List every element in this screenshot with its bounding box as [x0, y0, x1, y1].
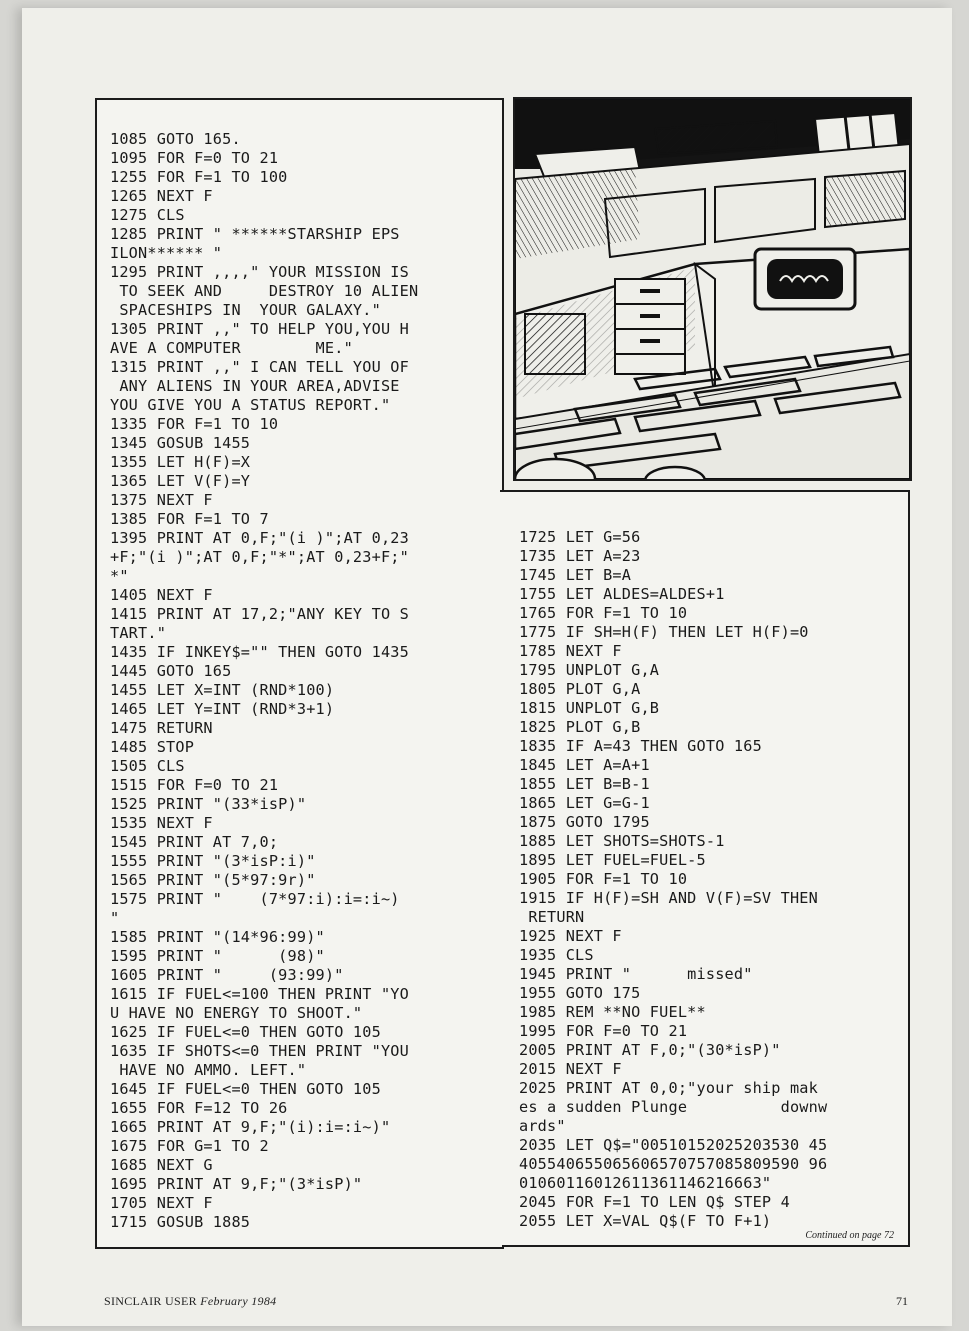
code-line: 1085 GOTO 165.: [110, 130, 241, 148]
code-line: 1655 FOR F=12 TO 26: [110, 1099, 288, 1117]
program-listing-left: [95, 98, 504, 1249]
code-line: 1645 IF FUEL<=0 THEN GOTO 105: [110, 1080, 381, 1098]
box-divider: [500, 490, 910, 492]
continued-note: Continued on page 72: [805, 1230, 894, 1241]
code-line: 1825 PLOT G,B: [519, 718, 641, 736]
code-line: 1915 IF H(F)=SH AND V(F)=SV THEN: [519, 889, 818, 907]
code-line: 1605 PRINT " (93:99)": [110, 966, 344, 984]
code-line: 1695 PRINT AT 9,F;"(3*isP)": [110, 1175, 363, 1193]
code-line: AVE A COMPUTER ME.": [110, 339, 353, 357]
code-line: TO SEEK AND DESTROY 10 ALIEN: [110, 282, 419, 300]
code-line: 1295 PRINT ,,,," YOUR MISSION IS: [110, 263, 409, 281]
code-line: 1525 PRINT "(33*isP)": [110, 795, 307, 813]
code-line: 1675 FOR G=1 TO 2: [110, 1137, 269, 1155]
code-line: 1985 REM **NO FUEL**: [519, 1003, 706, 1021]
code-line: 1285 PRINT " ******STARSHIP EPS: [110, 225, 400, 243]
code-line: ards": [519, 1117, 566, 1135]
code-line: 1455 LET X=INT (RND*100): [110, 681, 335, 699]
code-line: 1795 UNPLOT G,A: [519, 661, 660, 679]
code-line: YOU GIVE YOU A STATUS REPORT.": [110, 396, 391, 414]
code-line: 2025 PRINT AT 0,0;"your ship mak: [519, 1079, 818, 1097]
publication-name: SINCLAIR USER: [104, 1294, 197, 1308]
code-line: HAVE NO AMMO. LEFT.": [110, 1061, 307, 1079]
code-line: ": [110, 909, 120, 927]
code-line: 1395 PRINT AT 0,F;"(i )";AT 0,23: [110, 529, 409, 547]
code-line: 1375 NEXT F: [110, 491, 213, 509]
code-line: 1635 IF SHOTS<=0 THEN PRINT "YOU: [110, 1042, 409, 1060]
code-line: 1705 NEXT F: [110, 1194, 213, 1212]
code-line: 1345 GOSUB 1455: [110, 434, 251, 452]
code-line: 1275 CLS: [110, 206, 185, 224]
code-line: ANY ALIENS IN YOUR AREA,ADVISE: [110, 377, 400, 395]
code-line: 1305 PRINT ,," TO HELP YOU,YOU H: [110, 320, 409, 338]
code-line: 2045 FOR F=1 TO LEN Q$ STEP 4: [519, 1193, 790, 1211]
code-line: U HAVE NO ENERGY TO SHOOT.": [110, 1004, 363, 1022]
code-line: 1875 GOTO 1795: [519, 813, 650, 831]
code-line: 1955 GOTO 175: [519, 984, 641, 1002]
page-number: 71: [896, 1294, 908, 1308]
code-line: 2055 LET X=VAL Q$(F TO F+1): [519, 1212, 772, 1230]
code-line: RETURN: [519, 908, 585, 926]
code-line: 1785 NEXT F: [519, 642, 622, 660]
code-line: 1865 LET G=G-1: [519, 794, 650, 812]
program-listing-right: [502, 490, 910, 1247]
code-line: 1685 NEXT G: [110, 1156, 213, 1174]
code-line: 1565 PRINT "(5*97:9r)": [110, 871, 316, 889]
code-line: 01060116012611361146216663": [519, 1174, 772, 1192]
code-line: 1405 NEXT F: [110, 586, 213, 604]
code-line: TART.": [110, 624, 167, 642]
code-line: 1665 PRINT AT 9,F;"(i):i=:i~)": [110, 1118, 391, 1136]
code-line: 1555 PRINT "(3*isP:i)": [110, 852, 316, 870]
code-line: 1855 LET B=B-1: [519, 775, 650, 793]
code-line: 1545 PRINT AT 7,0;: [110, 833, 279, 851]
code-line: 1745 LET B=A: [519, 566, 632, 584]
code-line: 1095 FOR F=0 TO 21: [110, 149, 279, 167]
code-line: 1885 LET SHOTS=SHOTS-1: [519, 832, 725, 850]
code-line: 1475 RETURN: [110, 719, 213, 737]
spaceship-illustration: [513, 97, 912, 481]
code-line: 1465 LET Y=INT (RND*3+1): [110, 700, 335, 718]
code-line: 1905 FOR F=1 TO 10: [519, 870, 688, 888]
code-line: +F;"(i )";AT 0,F;"*";AT 0,23+F;": [110, 548, 409, 566]
code-line: 2035 LET Q$="00510152025203530 45: [519, 1136, 828, 1154]
code-line: 1765 FOR F=1 TO 10: [519, 604, 688, 622]
code-line: 1925 NEXT F: [519, 927, 622, 945]
code-line: 2005 PRINT AT F,0;"(30*isP)": [519, 1041, 781, 1059]
code-line: 1485 STOP: [110, 738, 195, 756]
code-line: 1535 NEXT F: [110, 814, 213, 832]
code-line: SPACESHIPS IN YOUR GALAXY.": [110, 301, 381, 319]
code-line: 1505 CLS: [110, 757, 185, 775]
spaceship-interior-drawing: [515, 99, 910, 479]
code-line: 1515 FOR F=0 TO 21: [110, 776, 279, 794]
code-line: 405540655065606570757085809590 96: [519, 1155, 828, 1173]
code-line: 1335 FOR F=1 TO 10: [110, 415, 279, 433]
code-line: 1835 IF A=43 THEN GOTO 165: [519, 737, 762, 755]
code-line: 1945 PRINT " missed": [519, 965, 753, 983]
code-line: 1385 FOR F=1 TO 7: [110, 510, 269, 528]
code-line: 1315 PRINT ,," I CAN TELL YOU OF: [110, 358, 409, 376]
code-line: 1415 PRINT AT 17,2;"ANY KEY TO S: [110, 605, 409, 623]
code-line: 1715 GOSUB 1885: [110, 1213, 251, 1231]
code-line: 1435 IF INKEY$="" THEN GOTO 1435: [110, 643, 409, 661]
code-line: 1755 LET ALDES=ALDES+1: [519, 585, 725, 603]
code-line: 1445 GOTO 165: [110, 662, 232, 680]
code-line: 1265 NEXT F: [110, 187, 213, 205]
code-line: *": [110, 567, 129, 585]
code-line: 1775 IF SH=H(F) THEN LET H(F)=0: [519, 623, 809, 641]
code-line: 1585 PRINT "(14*96:99)": [110, 928, 325, 946]
code-line: 1815 UNPLOT G,B: [519, 699, 660, 717]
code-line: 1575 PRINT " (7*97:i):i=:i~): [110, 890, 400, 908]
code-line: 1725 LET G=56: [519, 528, 641, 546]
listing-right-text: [519, 528, 827, 1231]
code-line: 1625 IF FUEL<=0 THEN GOTO 105: [110, 1023, 381, 1041]
code-line: 1935 CLS: [519, 946, 594, 964]
code-line: ILON****** ": [110, 244, 223, 262]
code-line: es a sudden Plunge downw: [519, 1098, 828, 1116]
issue-date: February 1984: [200, 1294, 277, 1308]
code-line: 1735 LET A=23: [519, 547, 641, 565]
code-line: 1595 PRINT " (98)": [110, 947, 325, 965]
code-line: 1355 LET H(F)=X: [110, 453, 251, 471]
code-line: 2015 NEXT F: [519, 1060, 622, 1078]
listing-left-text: [110, 130, 418, 1232]
code-line: 1805 PLOT G,A: [519, 680, 641, 698]
code-line: 1895 LET FUEL=FUEL-5: [519, 851, 706, 869]
code-line: 1995 FOR F=0 TO 21: [519, 1022, 688, 1040]
code-line: 1845 LET A=A+1: [519, 756, 650, 774]
code-line: 1255 FOR F=1 TO 100: [110, 168, 288, 186]
footer-publication: [104, 1294, 276, 1309]
code-line: 1615 IF FUEL<=100 THEN PRINT "YO: [110, 985, 409, 1003]
code-line: 1365 LET V(F)=Y: [110, 472, 251, 490]
